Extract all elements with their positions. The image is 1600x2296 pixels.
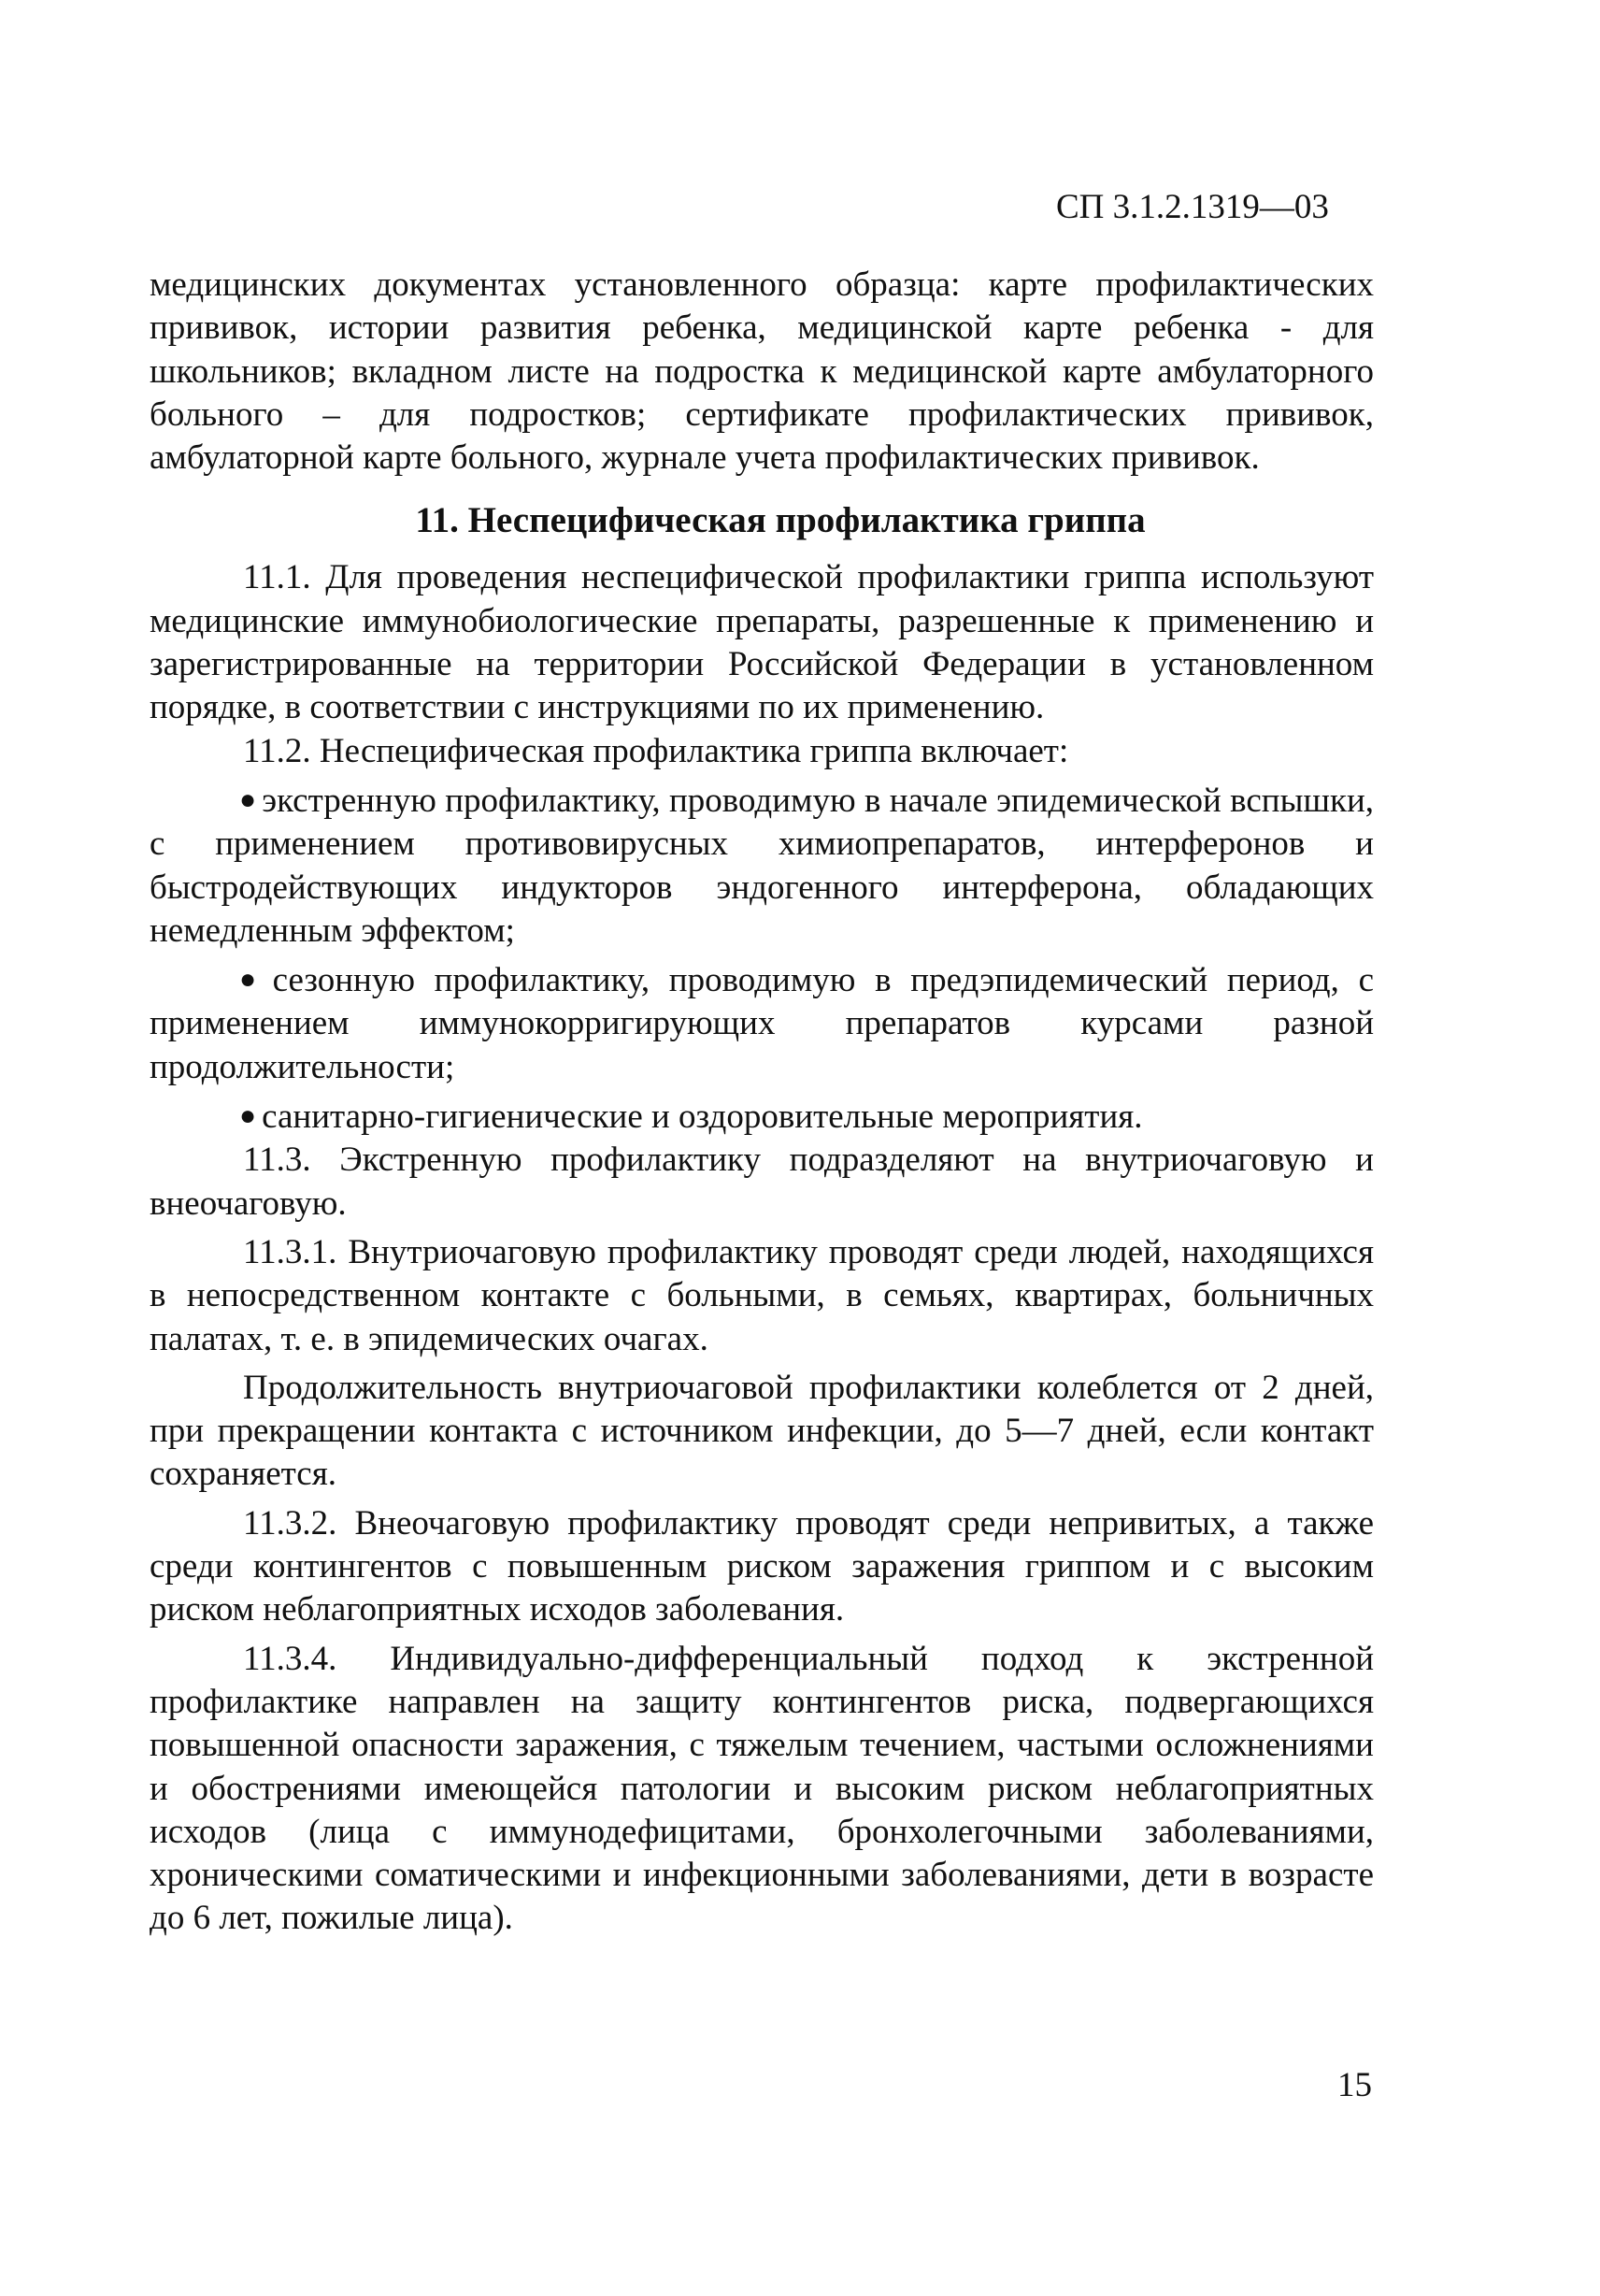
paragraph-11-1: 11.1. Для проведения неспецифической профилактики гриппа используют медицинские иммунобиологические препараты, разрешенные к применению и зарегистрированные на территории Российской Федерации в установленном порядке, в соответствии с инструкциями по их применению. xyxy=(150,558,1374,727)
bullet-text: сезонную профилактику, проводимую в предэпидемический период, с применением иммунокорригирующих препаратов курсами разной продолжительности; xyxy=(150,961,1375,1086)
paragraph-11-3-1: 11.3.1. Внутриочаговую профилактику проводят среди людей, находящихся в непосредственном контакте с больными, в семьях, квартирах, больничных палатах, т. е. в эпидемических очагах. xyxy=(150,1232,1374,1358)
bullet-item-emergency xyxy=(150,779,1374,953)
intro-paragraph: медицинских документах установленного образца: карте профилактических прививок, истории развития ребенка, медицинской карте ребенка - для школьников; вкладном листе на подростка к медицинской карте амбулаторного больного – для подростков; сертификате профилактических прививок, амбулаторной карте больного, журнале учета профилактических прививок. xyxy=(150,265,1374,478)
bullet-icon: ● xyxy=(239,783,257,815)
bullet-item-sanitary xyxy=(150,1095,1374,1139)
bullet-text: санитарно-гигиенические и оздоровительные мероприятия. xyxy=(262,1098,1143,1137)
bullet-text: экстренную профилактику, проводимую в начале эпидемической вспышки, с применением противовирусных химиопрепаратов, интерферонов и быстродействующих индукторов эндогенного интерферона, обладающих немедленным эффектом; xyxy=(150,781,1374,950)
paragraph-11-3-2: 11.3.2. Внеочаговую профилактику проводят среди непривитых, а также среди контингентов с повышенным риском заражения гриппом и с высоким риском неблагоприятных исходов заболевания. xyxy=(150,1503,1374,1629)
page-body xyxy=(150,264,1374,1941)
bullet-icon: ● xyxy=(239,964,267,996)
bullet-item-seasonal xyxy=(150,958,1374,1089)
bullet-icon: ● xyxy=(239,1100,257,1132)
section-heading: 11. Неспецифическая профилактика гриппа xyxy=(415,500,1146,541)
paragraph-11-3-4: 11.3.4. Индивидуально-дифференциальный подход к экстренной профилактике направлен на защиту контингентов риска, подвергающихся повышенной опасности заражения, с тяжелым течением, частыми осложнениями и обострениями имеющейся патологии и высоким риском неблагоприятных исходов (лица с иммунодефицитами, бронхолегочными заболеваниями, хроническими соматическими и инфекционными заболеваниями, дети в возрасте до 6 лет, пожилые лица). xyxy=(150,1639,1374,1938)
document-code: СП 3.1.2.1319—03 xyxy=(1056,188,1329,226)
paragraph-11-3: 11.3. Экстренную профилактику подразделяют на внутриочаговую и внеочаговую. xyxy=(150,1141,1374,1223)
paragraph-duration: Продолжительность внутриочаговой профилактики колеблется от 2 дней, при прекращении контакта с источником инфекции, до 5—7 дней, если контакт сохраняется. xyxy=(150,1368,1374,1494)
paragraph-11-2: 11.2. Неспецифическая профилактика гриппа включает: xyxy=(243,731,1069,770)
page-number: 15 xyxy=(1337,2066,1372,2104)
